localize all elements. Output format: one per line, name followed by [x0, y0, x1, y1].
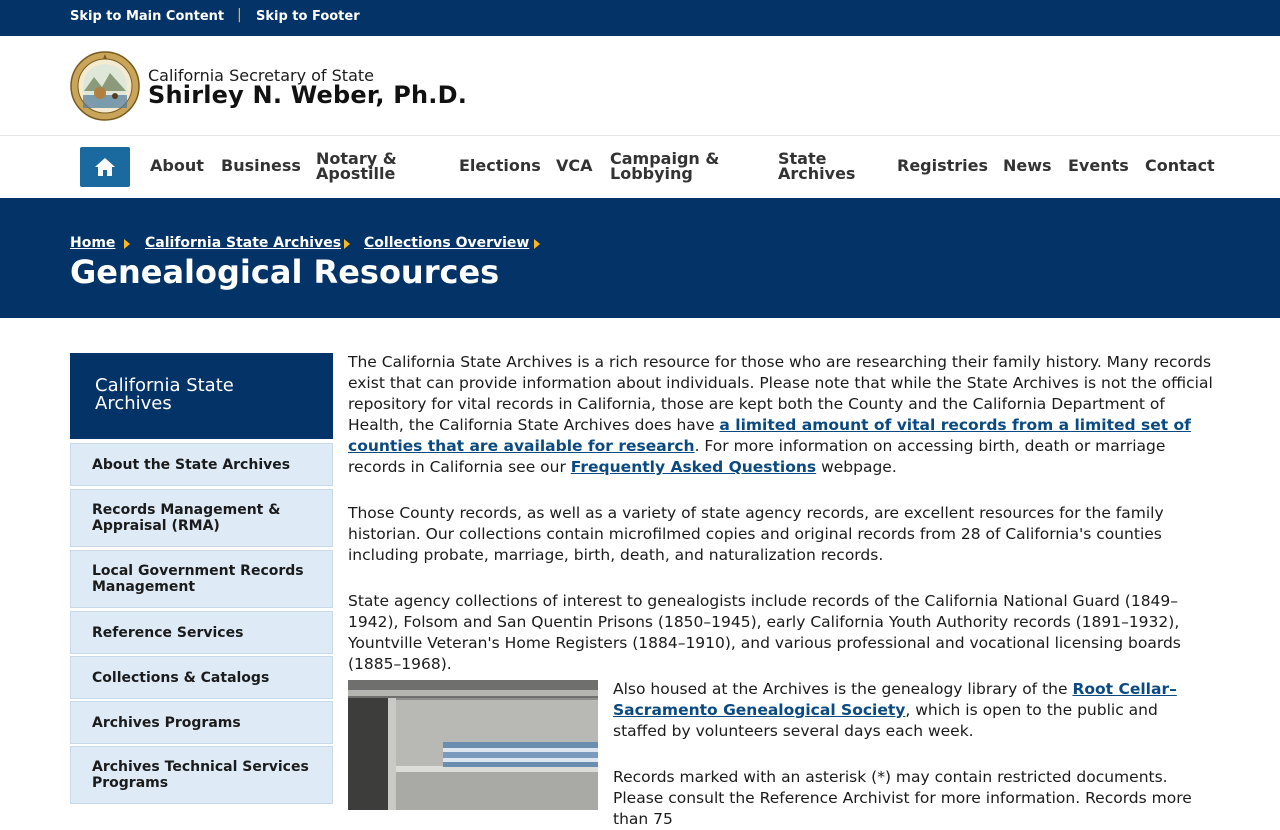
archives-shelf-photo	[348, 680, 598, 810]
nav-news[interactable]: News	[1003, 156, 1052, 175]
nav-elections[interactable]: Elections	[459, 156, 541, 175]
nav-campaign-line2: Lobbying	[610, 164, 693, 183]
vital-records-link[interactable]: a limited amount of vital records from a limited set of counties that are available for research	[348, 416, 1191, 455]
nav-campaign-line1: Campaign &	[610, 149, 720, 168]
state-seal-icon[interactable]	[70, 51, 140, 121]
brand-subtitle: California Secretary of State	[148, 66, 374, 85]
breadcrumb-arrow-icon	[344, 239, 350, 249]
sidebar-heading[interactable]: California State Archives	[70, 353, 333, 439]
sidebar-item-collections-catalogs[interactable]: Collections & Catalogs	[70, 656, 333, 699]
nav-registries[interactable]: Registries	[897, 156, 989, 175]
main-navigation	[0, 137, 1280, 198]
intro-text-3: webpage.	[816, 458, 897, 476]
breadcrumb-state-archives[interactable]: California State Archives	[145, 235, 342, 251]
page-banner	[0, 198, 1280, 318]
root-cellar-paragraph	[613, 679, 1213, 742]
restricted-records-paragraph: Records marked with an asterisk (*) may contain restricted documents. Please consult the Reference Archivist for more information. Records more than 75	[613, 768, 1192, 828]
nav-business[interactable]: Business	[221, 156, 301, 175]
sidebar-item-about-archives[interactable]: About the State Archives	[70, 443, 333, 486]
root-cellar-link[interactable]: Root Cellar–Sacramento Genealogical Society	[613, 680, 1177, 719]
breadcrumb-arrow-icon	[124, 239, 130, 249]
sidebar-item-technical-services[interactable]: Archives Technical Services Programs	[70, 746, 333, 804]
page-title: Genealogical Resources	[70, 253, 500, 291]
sidebar-item-archives-programs[interactable]: Archives Programs	[70, 701, 333, 744]
state-agency-paragraph: State agency collections of interest to genealogists include records of the California National Guard (1849–1942), Folsom and San Quentin Prisons (1850–1945), early California Youth Authority records (1891–1932), Yountville Veteran's Home Registers (1884–1910), and various professional and vocational licensing boards (1885–1968).	[348, 592, 1181, 673]
nav-events[interactable]: Events	[1068, 156, 1129, 175]
sidebar-item-reference-services[interactable]: Reference Services	[70, 611, 333, 654]
nav-archives-line1: State	[778, 149, 827, 168]
root-cellar-text-2: , which is open to the public and staffed by volunteers several days each week.	[613, 701, 1158, 740]
brand-name[interactable]: Shirley N. Weber, Ph.D.	[148, 81, 468, 109]
skip-to-main-link[interactable]: Skip to Main Content	[70, 9, 225, 24]
home-button[interactable]	[80, 147, 130, 187]
nav-contact[interactable]: Contact	[1145, 156, 1215, 175]
sidebar-item-local-government[interactable]: Local Government Records Management	[70, 550, 333, 608]
county-records-paragraph: Those County records, as well as a variety of state agency records, are excellent resources for the family historian. Our collections contain microfilmed copies and original records from 28 of California's counties including probate, marriage, birth, death, and naturalization records.	[348, 504, 1164, 564]
skip-to-footer-link[interactable]: Skip to Footer	[256, 9, 360, 24]
breadcrumb-arrow-icon	[534, 239, 540, 249]
branding-header	[0, 36, 1280, 136]
intro-text-1: The California State Archives is a rich resource for those who are researching their family history. Many records exist that can provide information about individuals. Please note that while the State Archives is not the official repository for vital records in California, those are kept both the County and the California Department of Health, the California State Archives does have	[348, 353, 1213, 434]
root-cellar-text-1: Also housed at the Archives is the genealogy library of the	[613, 680, 1073, 698]
nav-state-archives[interactable]	[778, 151, 855, 181]
home-icon	[94, 157, 116, 177]
nav-archives-line2: Archives	[778, 164, 856, 183]
utility-bar	[0, 0, 1280, 36]
breadcrumb-home[interactable]: Home	[70, 235, 116, 251]
utility-separator: |	[237, 7, 242, 23]
nav-notary-line2: Apostille	[316, 164, 396, 183]
faq-link[interactable]: Frequently Asked Questions	[570, 458, 817, 476]
nav-about[interactable]: About	[150, 156, 204, 175]
nav-campaign-lobbying[interactable]	[610, 151, 719, 181]
nav-notary-line1: Notary &	[316, 149, 397, 168]
breadcrumb-collections-overview[interactable]: Collections Overview	[364, 235, 530, 251]
nav-notary-apostille[interactable]	[316, 151, 397, 181]
nav-vca[interactable]: VCA	[556, 156, 593, 175]
intro-text-2: . For more information on accessing birth, death or marriage records in California see our	[348, 437, 1166, 476]
sidebar-item-records-management[interactable]: Records Management & Appraisal (RMA)	[70, 489, 333, 547]
intro-paragraph	[348, 352, 1214, 478]
